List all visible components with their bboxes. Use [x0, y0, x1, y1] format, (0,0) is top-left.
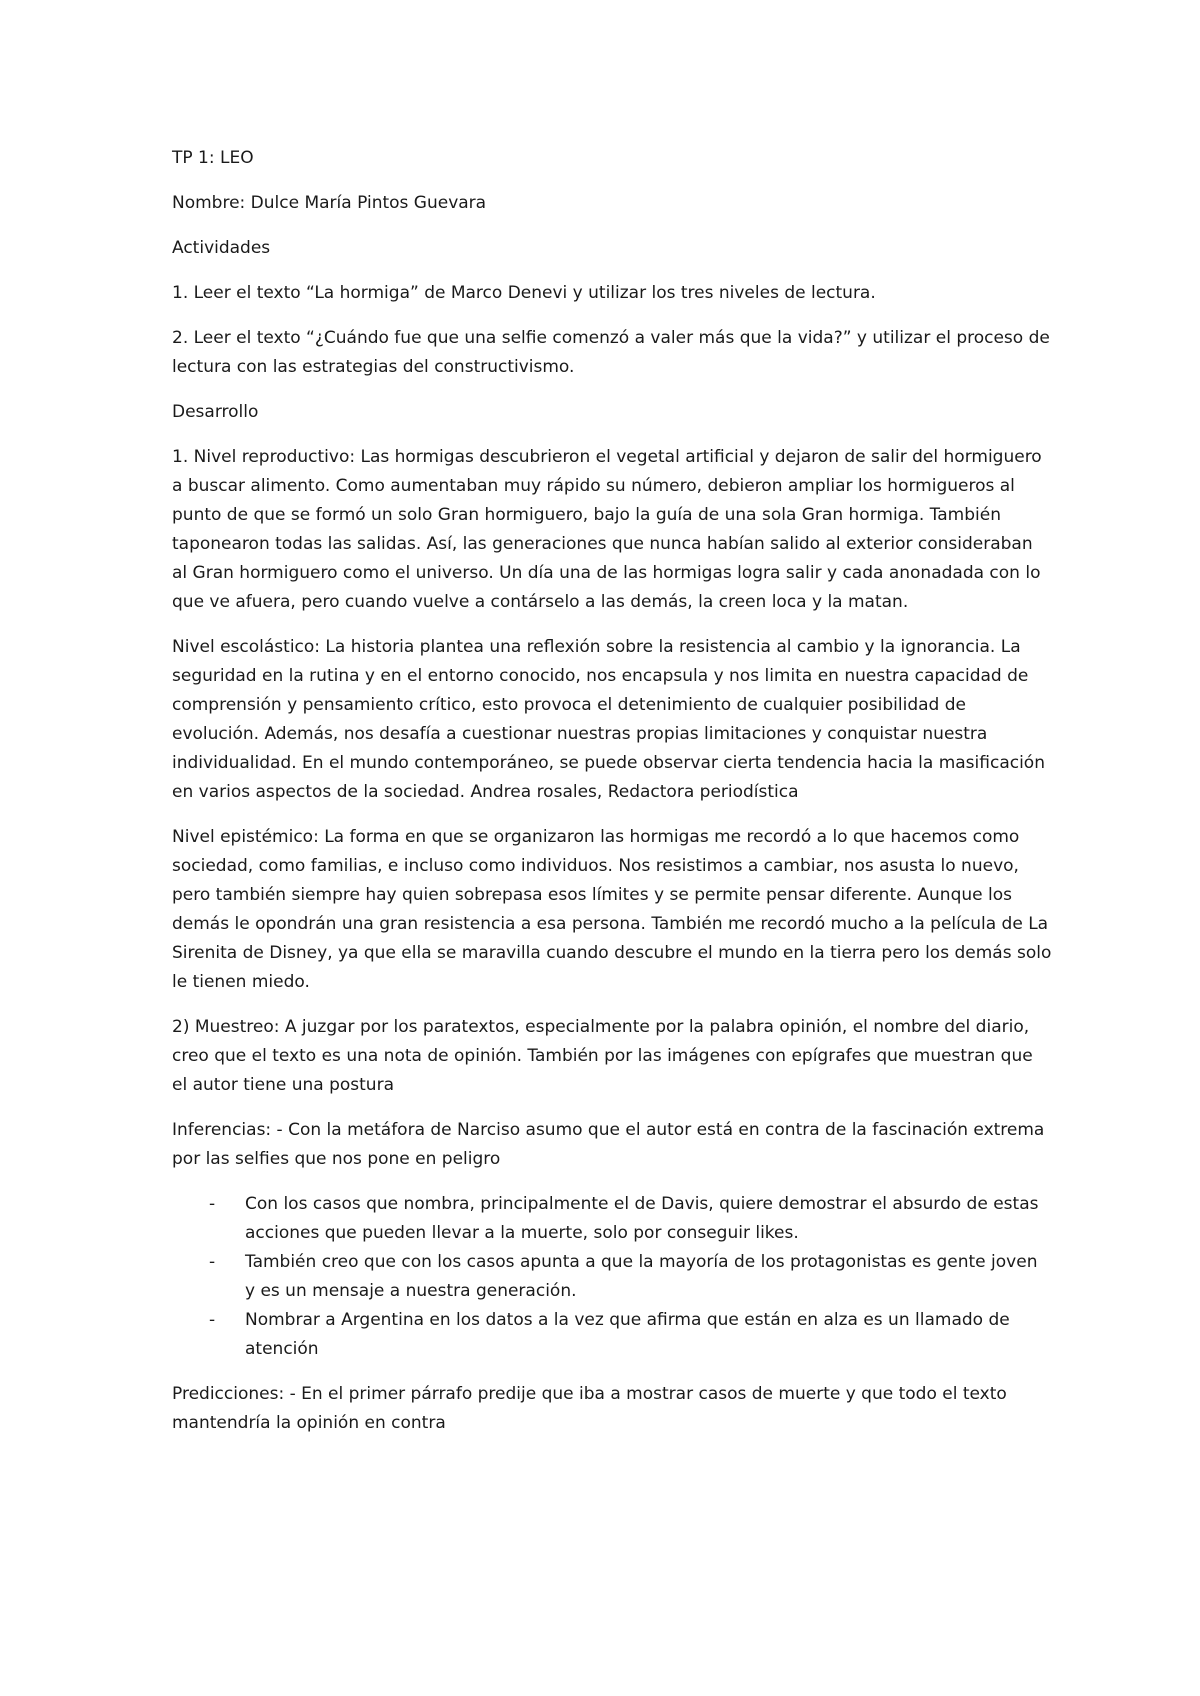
paragraph-scholastic-level: Nivel escolástico: La historia plantea una reflexión sobre la resistencia al cambio y la ignorancia. La seguridad en la rutina y en el entorno conocido, nos encapsula y nos limita en nuestra capacidad de comprensión y pensamiento crítico, esto provoca el detenimiento de cualquier posibilidad de evolución. Además, nos desafía a cuestionar nuestras propias limitaciones y conquistar nuestra individualidad. En el mundo contemporáneo, se puede observar cierta tendencia hacia la masificación en varios aspectos de la sociedad. Andrea rosales, Redactora periodística [172, 637, 1045, 802]
paragraph-epistemic-level: Nivel epistémico: La forma en que se organizaron las hormigas me recordó a lo que hacemos como sociedad, como familias, e incluso como individuos. Nos resistimos a cambiar, nos asusta lo nuevo, pero también siempre hay quien sobrepasa esos límites y se permite pensar diferente. Aunque los demás le opondrán una gran resistencia a esa persona. También me recordó mucho a la película de La Sirenita de Disney, ya que ella se maravilla cuando descubre el mundo en la tierra pero los demás solo le tienen miedo. [172, 827, 1052, 992]
bullet-dash: - [209, 1252, 216, 1272]
bullet-dash: - [209, 1310, 216, 1330]
student-name: Nombre: Dulce María Pintos Guevara [172, 193, 487, 213]
list-item-text: Con los casos que nombra, principalmente el de Davis, quiere demostrar el absurdo de estas acciones que pueden llevar a la muerte, solo por conseguir likes. [245, 1194, 1039, 1243]
paragraph-inferences: Inferencias: - Con la metáfora de Narciso asumo que el autor está en contra de la fascinación extrema por las selfies que nos pone en peligro [172, 1120, 1045, 1169]
bullet-dash: - [209, 1194, 216, 1214]
list-item [172, 1190, 1052, 1248]
list-item [172, 1306, 1052, 1364]
list-item [172, 1248, 1052, 1306]
list-item-text: Nombrar a Argentina en los datos a la vez que afirma que están en alza es un llamado de atención [245, 1310, 1010, 1359]
activities-heading: Actividades [172, 238, 271, 258]
paragraph-predictions: Predicciones: - En el primer párrafo predije que iba a mostrar casos de muerte y que todo el texto mantendría la opinión en contra [172, 1384, 1007, 1433]
activity-item-1: 1. Leer el texto “La hormiga” de Marco Denevi y utilizar los tres niveles de lectura. [172, 283, 876, 303]
activity-item-2: 2. Leer el texto “¿Cuándo fue que una selfie comenzó a valer más que la vida?” y utilizar el proceso de lectura con las estrategias del constructivismo. [172, 328, 1050, 377]
document-title: TP 1: LEO [172, 148, 254, 168]
list-item-text: También creo que con los casos apunta a que la mayoría de los protagonistas es gente joven y es un mensaje a nuestra generación. [245, 1252, 1038, 1301]
paragraph-reproductive-level: 1. Nivel reproductivo: Las hormigas descubrieron el vegetal artificial y dejaron de salir del hormiguero a buscar alimento. Como aumentaban muy rápido su número, debieron ampliar los hormigueros al punto de que se formó un solo Gran hormiguero, bajo la guía de una sola Gran hormiga. También taponearon todas las salidas. Así, las generaciones que nunca habían salido al exterior consideraban al Gran hormiguero como el universo. Un día una de las hormigas logra salir y cada anonadada con lo que ve afuera, pero cuando vuelve a contárselo a las demás, la creen loca y la matan. [172, 447, 1042, 612]
development-heading: Desarrollo [172, 402, 259, 422]
paragraph-sampling: 2) Muestreo: A juzgar por los paratextos, especialmente por la palabra opinión, el nombre del diario, creo que el texto es una nota de opinión. También por las imágenes con epígrafes que muestran que el autor tiene una postura [172, 1017, 1033, 1095]
document-body [172, 144, 1052, 1454]
inferences-list [172, 1190, 1052, 1364]
